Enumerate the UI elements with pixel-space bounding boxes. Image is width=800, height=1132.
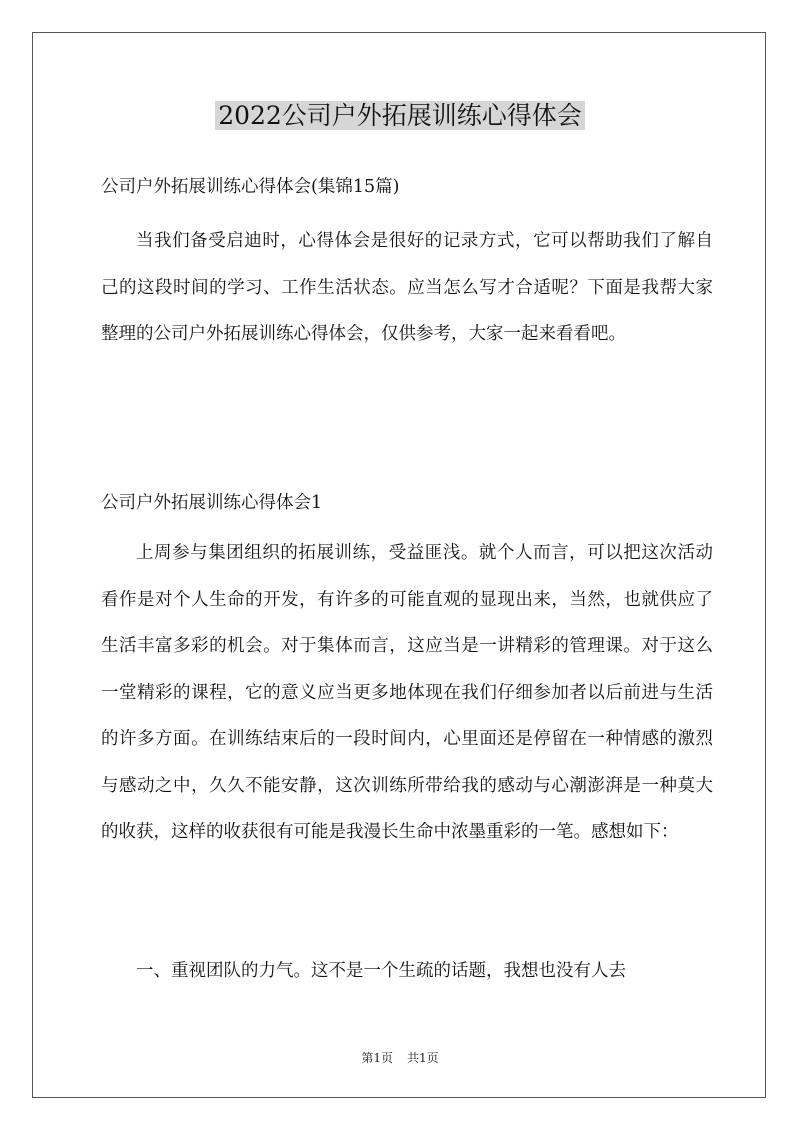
section-1-point-1: 一、重视团队的力气。这不是一个生疏的话题，我想也没有人去: [136, 961, 626, 981]
document-subtitle: 公司户外拓展训练心得体会(集锦15篇): [101, 177, 400, 197]
section-1-paragraph: 上周参与集团组织的拓展训练，受益匪浅。就个人而言，可以把这次活动看作是对个人生命的开发，有许多的可能直观的显现出来，当然，也就供应了生活丰富多彩的机会。对于集体而言，这应当是一讲精彩的管理课。对于这么一堂精彩的课程，它的意义应当更多地体现在我们仔细参加者以后前进与生活的许多方面。在训练结束后的一段时间内，心里面还是停留在一种情感的激烈与感动之中，久久不能安静，这次训练所带给我的感动与心潮澎湃是一种莫大的收获，这样的收获很有可能是我漫长生命中浓墨重彩的一笔。感想如下：: [101, 543, 713, 842]
page-footer: [0, 1050, 800, 1066]
page-number: 第1页: [361, 1051, 393, 1065]
document-title-text: 2022公司户外拓展训练心得体会: [215, 101, 585, 130]
section-heading-1: 公司户外拓展训练心得体会1: [101, 493, 323, 513]
document-title: [0, 96, 800, 136]
intro-paragraph: 当我们备受启迪时，心得体会是很好的记录方式，它可以帮助我们了解自己的这段时间的学习、工作生活状态。应当怎么写才合适呢？下面是我帮大家整理的公司户外拓展训练心得体会，仅供参考，大家一起来看看吧。: [101, 231, 713, 344]
page-total: 共1页: [407, 1051, 439, 1065]
